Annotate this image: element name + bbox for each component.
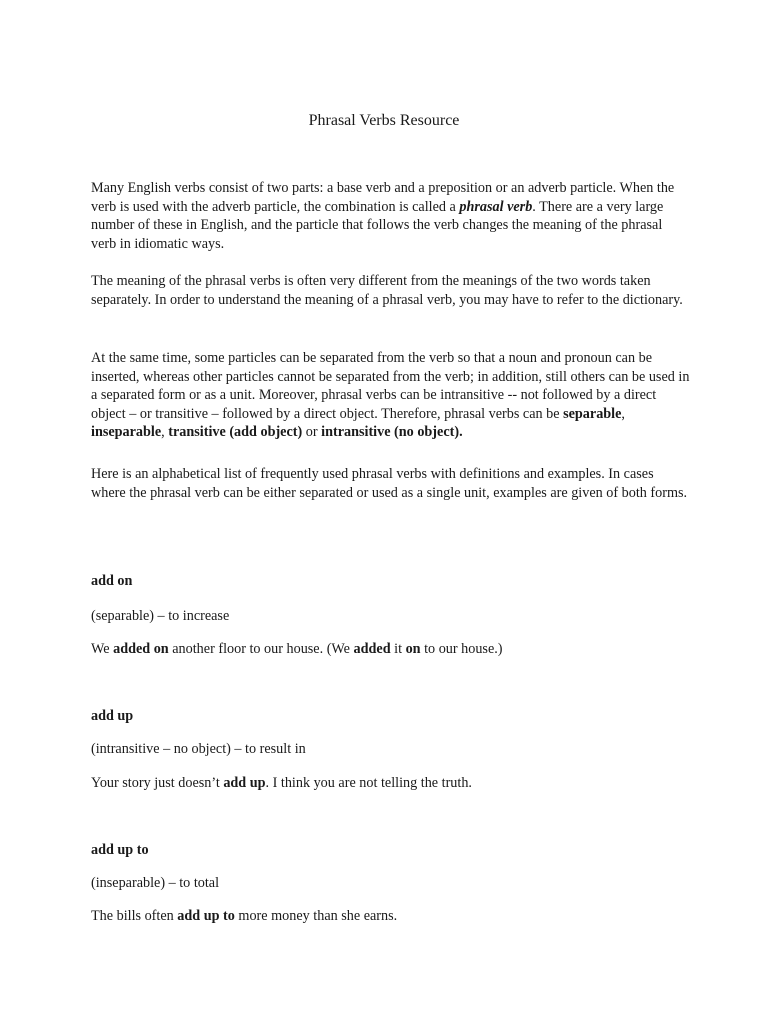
entry-example-add-up-to: [91, 907, 711, 925]
example-text: . I think you are not telling the truth.: [265, 775, 472, 791]
example-phrasal-verb: add up: [223, 775, 266, 791]
example-text: more money than she earns.: [234, 908, 398, 924]
example-text: it: [390, 641, 406, 657]
phrasal-verb-term: phrasal verb: [459, 198, 533, 215]
intro-paragraph-2: The meaning of the phrasal verbs is often very different from the meanings of the two words taken separately. In order to understand the meaning of a phrasal verb, you may have to refer to the dictionary.: [91, 273, 683, 308]
term-inseparable: inseparable: [91, 424, 162, 441]
intro-p1-text-a: Many English verbs consist of two parts: a base verb and a preposition or an adverb particle. When the verb is used with the adverb particle, the combination is called a: [91, 180, 675, 215]
entry-heading-add-up: add up: [91, 708, 134, 724]
example-text: We: [91, 641, 114, 657]
example-phrasal-verb: added on: [113, 641, 169, 657]
intro-p3-comma-1: ,: [621, 405, 625, 422]
example-phrasal-verb: added: [353, 641, 391, 657]
intro-p1-text-b: . There are a very large number of these in English, and the particle that follows the verb changes the meaning of the phrasal verb in idiomatic ways.: [91, 198, 664, 252]
intro-paragraph-4: Here is an alphabetical list of frequently used phrasal verbs with definitions and examples. In cases where the phrasal verb can be either separated or used as a single unit, examples are given of both forms.: [91, 466, 688, 501]
entry-definition-add-on: (separable) – to increase: [91, 608, 230, 624]
term-transitive: transitive (add object): [168, 424, 303, 441]
entry-definition-add-up: (intransitive – no object) – to result in: [91, 741, 306, 757]
intro-p3-comma-2: ,: [161, 424, 169, 441]
example-text: to our house.): [420, 641, 503, 657]
intro-p3-or: or: [302, 424, 322, 441]
entry-heading-add-up-to: add up to: [91, 842, 149, 858]
entry-example-add-on: [91, 640, 711, 658]
example-phrasal-verb: on: [405, 641, 421, 657]
example-text: another floor to our house. (We: [168, 641, 354, 657]
entry-heading-add-on: add on: [91, 573, 133, 589]
example-phrasal-verb: add up to: [177, 908, 235, 924]
intro-paragraph-1: [91, 179, 691, 253]
term-intransitive: intransitive (no object).: [321, 424, 463, 441]
intro-paragraph-3: [91, 349, 691, 442]
page-title: Phrasal Verbs Resource: [308, 112, 460, 129]
intro-p3-text-a: At the same time, some particles can be separated from the verb so that a noun and pronoun can be inserted, whereas other particles cannot be separated from the verb; in addition, still others can be used in a separated form or as a unit. Moreover, phrasal verbs can be intransitive -- not followed by a direct object – or transitive – followed by a direct object. Therefore, phrasal verbs can be: [91, 350, 690, 422]
entry-definition-add-up-to: (inseparable) – to total: [91, 875, 220, 891]
term-separable: separable: [563, 405, 622, 422]
example-text: The bills often: [91, 908, 178, 924]
entry-example-add-up: [91, 774, 711, 792]
example-text: Your story just doesn’t: [91, 775, 224, 791]
